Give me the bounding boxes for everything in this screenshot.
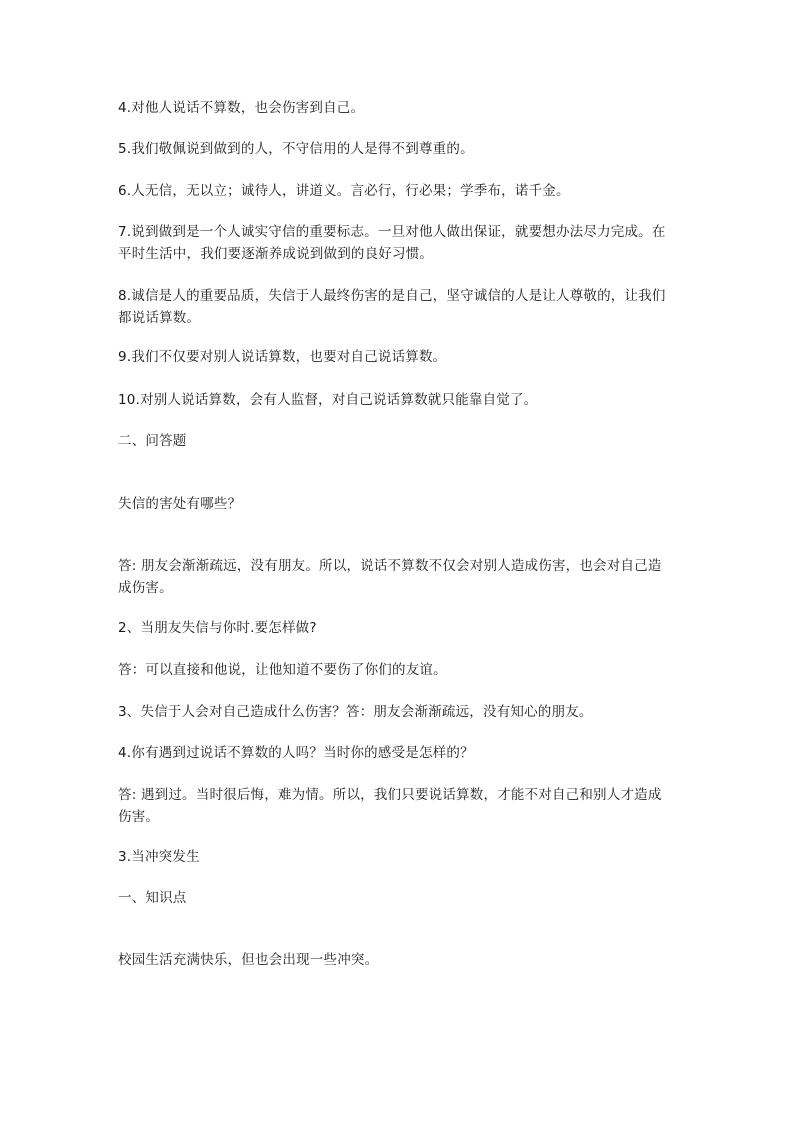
- answer-1-line-2: 成伤害。: [118, 580, 173, 596]
- paragraph-8-line-1: 8.诚信是人的重要品质，失信于人最终伤害的是自己，坚守诚信的人是让人尊敬的，让我们: [118, 288, 666, 304]
- question-4: 4.你有遇到过说话不算数的人吗？当时你的感受是怎样的？: [118, 745, 474, 761]
- answer-2: 答：可以直接和他说，让他知道不要伤了你们的友谊。: [118, 662, 447, 678]
- question-2: 2、当朋友失信与你时.要怎样做?: [118, 620, 317, 636]
- answer-4-line-1: 答: 遇到过。当时很后悔，难为情。所以，我们只要说话算数，才能不对自己和别人才造成: [118, 787, 662, 803]
- paragraph-5: 5.我们敬佩说到做到的人，不守信用的人是得不到尊重的。: [118, 141, 474, 157]
- paragraph-6: 6.人无信，无以立；诚待人，讲道义。言必行，行必果；学季布，诺千金。: [118, 183, 570, 199]
- section-heading-knowledge: 一、知识点: [118, 890, 187, 906]
- paragraph-8-line-2: 都说话算数。: [118, 310, 201, 326]
- paragraph-10: 10.对别人说话算数，会有人监督，对自己说话算数就只能靠自觉了。: [118, 392, 538, 408]
- paragraph-9: 9.我们不仅要对别人说话算数，也要对自己说话算数。: [118, 349, 447, 365]
- answer-4-line-2: 伤害。: [118, 809, 160, 825]
- question-3: 3、失信于人会对自己造成什么伤害？答：朋友会渐渐疏远，没有知心的朋友。: [118, 704, 593, 720]
- section-heading-qa: 二、问答题: [118, 433, 187, 449]
- answer-1-line-1: 答: 朋友会渐渐疏远，没有朋友。所以，说话不算数不仅会对别人造成伤害，也会对自己造: [118, 558, 662, 574]
- paragraph-campus-life: 校园生活充满快乐，但也会出现一些冲突。: [118, 952, 379, 968]
- paragraph-7-line-2: 平时生活中，我们要逐渐养成说到做到的良好习惯。: [118, 246, 434, 262]
- question-1: 失信的害处有哪些？: [118, 496, 242, 512]
- paragraph-4: 4.对他人说话不算数，也会伤害到自己。: [118, 100, 365, 116]
- chapter-heading: 3.当冲突发生: [118, 849, 200, 865]
- paragraph-7-line-1: 7.说到做到是一个人诚实守信的重要标志。一旦对他人做出保证，就要想办法尽力完成。在: [118, 224, 666, 240]
